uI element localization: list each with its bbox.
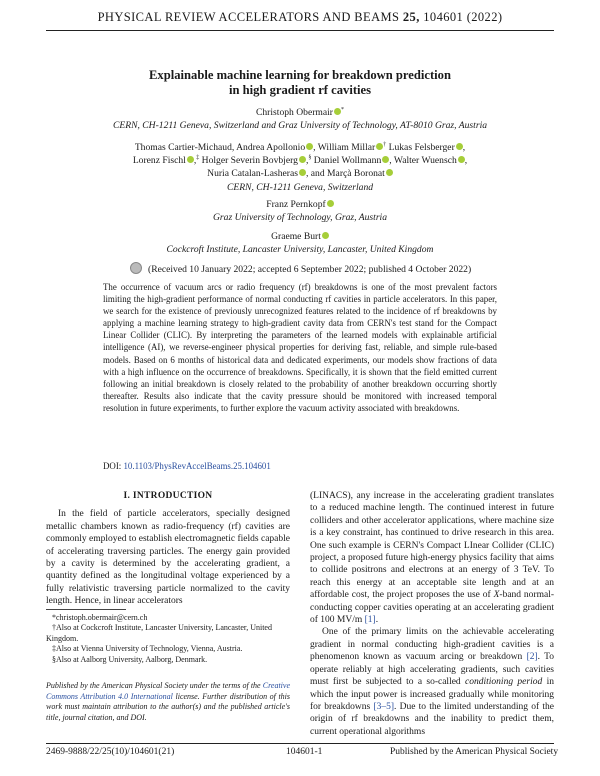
- footnote-affiliation: §Also at Aalborg University, Aalborg, Denmark.: [52, 654, 208, 664]
- footer-publisher: Published by the American Physical Society: [390, 747, 559, 757]
- title-line-1: Explainable machine learning for breakdown prediction: [149, 68, 451, 82]
- open-access-icon[interactable]: [130, 262, 142, 274]
- citation-link[interactable]: [3–5]: [373, 701, 395, 712]
- author-name: Christoph Obermair: [255, 107, 333, 118]
- footnote-mark: *: [341, 106, 344, 113]
- doi-link[interactable]: 10.1103/PhysRevAccelBeams.25.104601: [123, 461, 271, 471]
- author-names: , Walter Wuensch: [389, 155, 457, 167]
- intro-paragraph: In the field of particle accelerators, specially designed metallic chambers known as radio-frequency (rf) cavities are commonly employed to establish electromagnetic fields capable of accelerating traversing particles. The energy gain provided by a cavity is determined by the accelerating gradient, a quantity defined as the longitudinal voltage experienced by a fully relativistic traversing particle normalized to the cavity length. Hence, in linear accelerators: [46, 509, 290, 607]
- doi-label: DOI:: [103, 461, 124, 471]
- footnote-affiliation: ‡Also at Vienna University of Technology, Vienna, Austria.: [52, 644, 243, 654]
- author-block-4: [50, 230, 550, 256]
- orcid-icon[interactable]: [386, 169, 393, 176]
- footnote-affiliation: †Also at Cockcroft Institute, Lancaster University, Lancaster, United Kingdom.: [46, 623, 272, 643]
- text-span: .: [375, 615, 379, 626]
- orcid-icon[interactable]: [299, 156, 306, 163]
- affiliation: CERN, CH-1211 Geneva, Switzerland and Graz University of Technology, AT-8010 Graz, Austria: [112, 120, 488, 132]
- footnotes: [46, 613, 290, 665]
- footer-page-number: 104601-1: [286, 747, 323, 757]
- text-span: X: [493, 590, 500, 601]
- author-block-1: [50, 106, 550, 132]
- header-rule: [46, 30, 554, 31]
- author-names: , and Marçà Boronat: [305, 168, 385, 180]
- author-names: Lorenz Fischl: [132, 155, 186, 167]
- journal-name: PHYSICAL REVIEW ACCELERATORS AND BEAMS: [97, 10, 400, 24]
- orcid-icon[interactable]: [322, 232, 329, 239]
- footer-issn: 2469-9888/22/25(10)/104601(21): [46, 747, 175, 757]
- author-name: Graeme Burt: [271, 231, 321, 242]
- author-block-2: Thomas Cartier-Michaud, Andrea Apollonio , William Millar † Lukas Felsberger , Lorenz Fischl ,‡ Holger Severin Bovbjerg ,§ Daniel Wollmann , Walter Wuensch , Nuria Catalan-Lasheras , and Marçà Boronat CERN, CH-1211 Geneva, Switzerland: [50, 141, 550, 194]
- text-span: in which the input power is increased gradually while monitoring for breakdowns: [310, 677, 555, 712]
- text-span: license. Further distribution of this work must maintain attribution to the author(s) and the published article's title, journal citation, and DOI.: [46, 691, 291, 722]
- journal-header: [0, 10, 600, 25]
- orcid-icon[interactable]: [458, 156, 465, 163]
- text-span: . Due to the limited understanding of the origin of rf breakdowns and the inability to predict them, current operational algorithms: [310, 701, 555, 737]
- orcid-icon[interactable]: [334, 108, 341, 115]
- text-span: Published by the American Physical Society under the terms of the: [46, 681, 263, 690]
- journal-volume: 25,: [402, 10, 420, 24]
- orcid-icon[interactable]: [187, 156, 194, 163]
- affiliation: CERN, CH-1211 Geneva, Switzerland: [226, 181, 374, 193]
- orcid-icon[interactable]: [327, 200, 334, 207]
- author-names: Daniel Wollmann: [311, 155, 382, 167]
- title-line-2: in high gradient rf cavities: [228, 83, 372, 97]
- author-name: Franz Pernkopf: [266, 199, 326, 210]
- footnote-rule: [46, 609, 126, 610]
- paper-title: [60, 68, 540, 98]
- affiliation: Graz University of Technology, Graz, Austria: [212, 212, 388, 224]
- author-names: Nuria Catalan-Lasheras: [207, 168, 298, 180]
- license-link[interactable]: Creative Commons Attribution 4.0 International: [46, 681, 290, 701]
- emphasis-text: conditioning period: [465, 677, 543, 688]
- author-names: Lukas Felsberger: [386, 142, 455, 153]
- footer-rule: [46, 743, 554, 744]
- license-notice: [46, 681, 290, 723]
- author-names: , William Millar: [313, 142, 376, 153]
- text-span: One of the primary limits on the achievable accelerating gradient in normal conducting high-gradient cavities is a phenomenon known as vacuum arcing or breakdown: [310, 627, 554, 663]
- affiliation: Cockcroft Institute, Lancaster University, Lancaster, United Kingdom: [166, 244, 434, 256]
- text-span: (LINACS), any increase in the accelerating gradient translates to a reduced machine length. The continued interest in future colliders and other accelerator applications, where machine size is a key constraint, has continued to drive research in this area. One such example is CERN's Compact LInear Collider (CLIC) project, a proposed future high-energy physics facility that aims to collide positrons and electrons at an energy of 3 TeV. To reach this energy at an acceptable site length and at an affordable cost, the project proposes the use of: [310, 491, 554, 601]
- article-number: 104601 (2022): [423, 10, 503, 24]
- text-span: . To operate reliably at high accelerating gradients, such cavities must first be subjected to a so-called: [310, 652, 555, 688]
- text-span: -band normal-conducting copper cavities operating at an accelerating gradient of 100 MV/m: [310, 590, 554, 626]
- author-names: Holger Severin Bovbjerg: [199, 155, 298, 167]
- author-block-3: [50, 198, 550, 224]
- footnote-email[interactable]: *christoph.obermair@cern.ch: [52, 613, 148, 622]
- orcid-icon[interactable]: [456, 143, 463, 150]
- left-column: [46, 490, 290, 608]
- footnote-mark: †: [383, 141, 387, 148]
- footnote-mark: ‡: [196, 155, 200, 162]
- intro-paragraph-2: [310, 626, 554, 738]
- received-dates: (Received 10 January 2022; accepted 6 September 2022; published 4 October 2022): [148, 264, 472, 275]
- citation-link[interactable]: [1]: [364, 615, 376, 626]
- intro-paragraph-continued: [310, 490, 554, 626]
- footnote-mark: §: [308, 155, 312, 162]
- author-names: Thomas Cartier-Michaud, Andrea Apollonio: [134, 142, 306, 153]
- orcid-icon[interactable]: [299, 169, 306, 176]
- doi-line: [103, 461, 271, 471]
- citation-link[interactable]: [2]: [526, 652, 538, 663]
- abstract: The occurrence of vacuum arcs or radio frequency (rf) breakdowns is one of the most prevalent factors limiting the high-gradient performance of normal conducting rf cavities in particle accelerators. In this paper, we search for the existence of previously unrecognized features related to the incidence of rf breakdowns by applying a machine learning strategy to high-gradient cavity data from CERN's test stand for the Compact Linear Collider (CLIC). By interpreting the parameters of the learned models with explainable artificial intelligence (AI), we reverse-engineer physical properties for deriving fast, reliable, and simple rule-based models. Based on 6 months of historical data and dedicated experiments, our models show fractions of data with a high influence on the occurrence of breakdowns. Specifically, it is shown that the field emitted current following an initial breakdown is closely related to the probability of another breakdown occurring shortly thereafter. Results also indicate that the cavity pressure should be monitored with increased temporal resolution in future experiments, to further explore the vacuum activity associated with breakdowns.: [103, 282, 497, 413]
- right-column: [310, 490, 554, 738]
- section-heading: I. INTRODUCTION: [123, 491, 213, 501]
